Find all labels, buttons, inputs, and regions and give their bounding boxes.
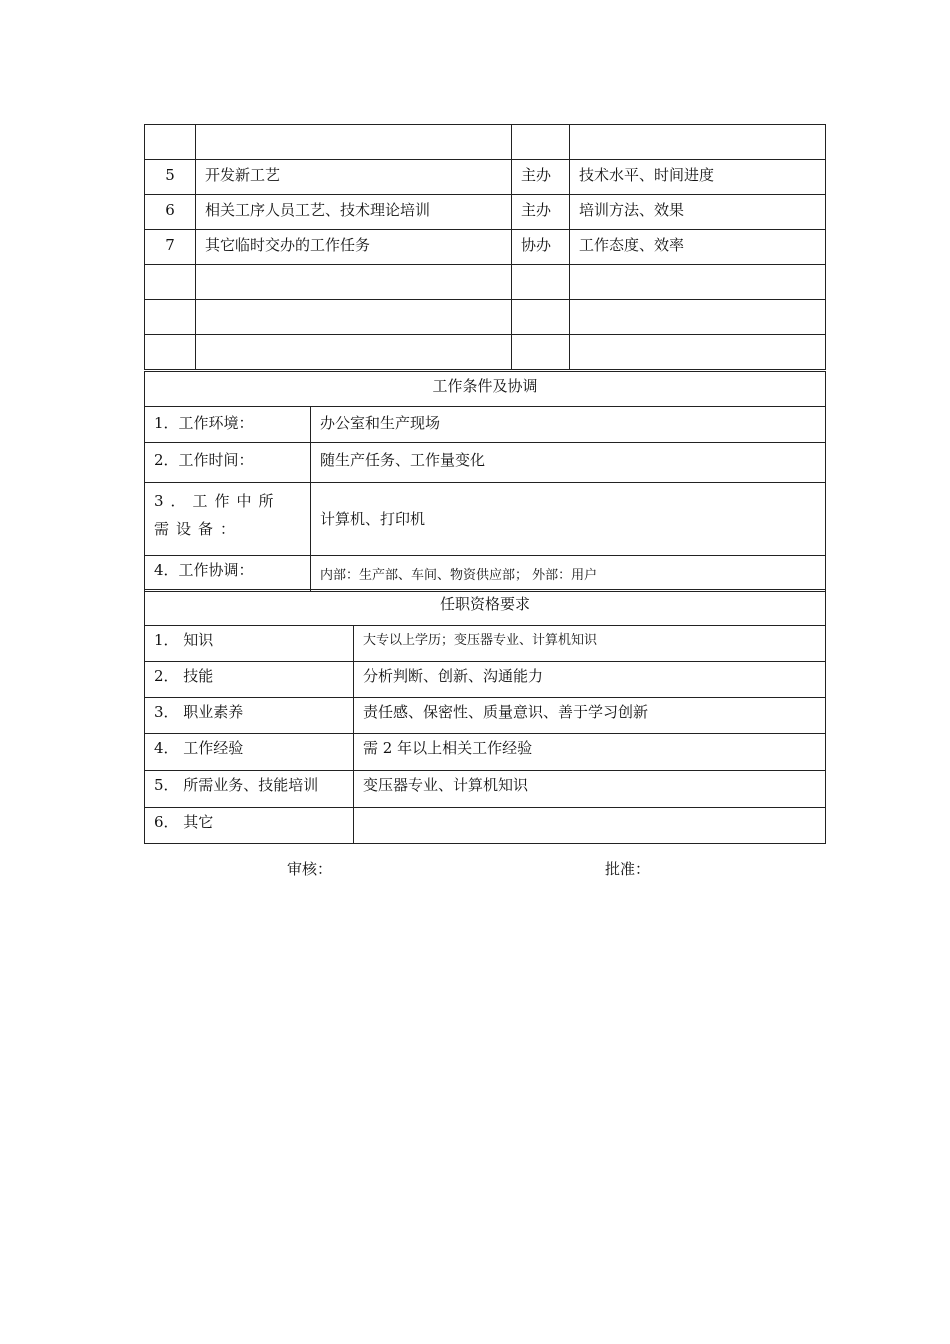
table-row <box>145 483 826 556</box>
condition-label: 3．工作中所需设备： <box>145 483 311 556</box>
qualification-label: 3． 职业素养 <box>145 698 354 734</box>
condition-value: 随生产任务、工作量变化 <box>311 443 826 483</box>
qualification-label: 2． 技能 <box>145 662 354 698</box>
task-table <box>144 124 826 370</box>
qualification-value: 分析判断、创新、沟通能力 <box>354 662 826 698</box>
review-signature-label: 审核： <box>287 860 333 878</box>
section-heading-row <box>145 372 826 407</box>
task-description <box>196 265 512 300</box>
qualification-label: 6． 其它 <box>145 808 354 844</box>
task-number: 5 <box>145 160 196 195</box>
qualification-label: 4． 工作经验 <box>145 734 354 771</box>
task-criteria <box>570 125 826 160</box>
table-row <box>145 443 826 483</box>
task-description <box>196 335 512 370</box>
table-row <box>145 230 826 265</box>
task-role <box>512 335 570 370</box>
task-criteria <box>570 335 826 370</box>
task-criteria: 技术水平、时间进度 <box>570 160 826 195</box>
task-role <box>512 125 570 160</box>
task-number: 7 <box>145 230 196 265</box>
condition-value: 办公室和生产现场 <box>311 407 826 443</box>
work-conditions-heading: 工作条件及协调 <box>145 372 826 407</box>
approve-signature-label: 批准： <box>605 860 651 878</box>
condition-label: 4．工作协调： <box>145 556 311 592</box>
table-row <box>145 698 826 734</box>
section-heading-row <box>145 590 826 626</box>
work-conditions-table <box>144 371 826 592</box>
condition-value: 内部：生产部、车间、物资供应部； 外部：用户 <box>311 556 826 592</box>
table-row <box>145 335 826 370</box>
table-row <box>145 808 826 844</box>
task-criteria <box>570 300 826 335</box>
task-number: 6 <box>145 195 196 230</box>
task-number <box>145 335 196 370</box>
task-criteria: 培训方法、效果 <box>570 195 826 230</box>
qualifications-table <box>144 589 826 844</box>
table-row <box>145 125 826 160</box>
task-role: 主办 <box>512 195 570 230</box>
task-description: 其它临时交办的工作任务 <box>196 230 512 265</box>
qualification-value <box>354 808 826 844</box>
table-row <box>145 556 826 592</box>
table-row <box>145 265 826 300</box>
table-row <box>145 626 826 662</box>
task-description <box>196 300 512 335</box>
qualification-value: 责任感、保密性、质量意识、善于学习创新 <box>354 698 826 734</box>
table-row <box>145 662 826 698</box>
qualification-label: 5． 所需业务、技能培训 <box>145 771 354 808</box>
task-criteria <box>570 265 826 300</box>
task-role: 协办 <box>512 230 570 265</box>
table-row <box>145 300 826 335</box>
condition-value: 计算机、打印机 <box>311 483 826 556</box>
task-role <box>512 300 570 335</box>
condition-label: 2．工作时间： <box>145 443 311 483</box>
table-row <box>145 160 826 195</box>
qualification-value: 变压器专业、计算机知识 <box>354 771 826 808</box>
task-criteria: 工作态度、效率 <box>570 230 826 265</box>
task-description: 开发新工艺 <box>196 160 512 195</box>
table-row <box>145 195 826 230</box>
qualifications-heading: 任职资格要求 <box>145 590 826 626</box>
qualification-value: 大专以上学历；变压器专业、计算机知识 <box>354 626 826 662</box>
qualification-value: 需 2 年以上相关工作经验 <box>354 734 826 771</box>
task-description: 相关工序人员工艺、技术理论培训 <box>196 195 512 230</box>
condition-label: 1．工作环境： <box>145 407 311 443</box>
task-number <box>145 265 196 300</box>
task-description <box>196 125 512 160</box>
table-row <box>145 771 826 808</box>
table-row <box>145 407 826 443</box>
task-number <box>145 125 196 160</box>
qualification-label: 1． 知识 <box>145 626 354 662</box>
table-row <box>145 734 826 771</box>
task-number <box>145 300 196 335</box>
task-role: 主办 <box>512 160 570 195</box>
task-role <box>512 265 570 300</box>
